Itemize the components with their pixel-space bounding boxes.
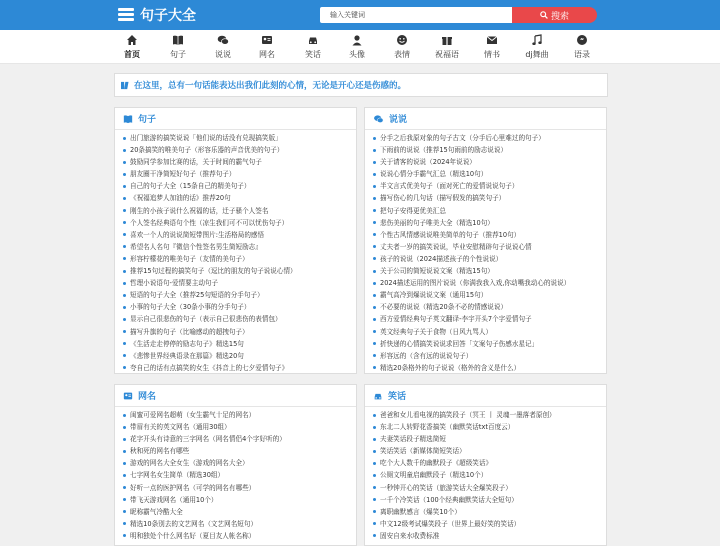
list-item-title: 《悲惨世界经典语录在那篇》精选20句 <box>130 351 244 360</box>
list-item[interactable] <box>123 253 356 265</box>
list-item[interactable] <box>123 132 356 144</box>
bullet-dot <box>123 221 126 224</box>
list-item-title: 个性古风情感说说唯美简单的句子（推荐10句） <box>380 230 521 239</box>
list-item[interactable] <box>123 180 356 192</box>
bullet-dot <box>373 149 376 152</box>
list-item[interactable] <box>373 180 606 192</box>
bullet-dot <box>123 294 126 297</box>
list-item-title: 描写升旗的句子（比喻感动的超拽句子） <box>130 327 249 336</box>
list-item-title: 一秒钟开心的笑话（旅游笑话大全爆笑段子） <box>380 483 512 492</box>
bullet-dot <box>123 426 126 429</box>
user-card-icon <box>123 391 133 401</box>
nav-item-zhufuyu[interactable] <box>425 30 469 64</box>
list-item[interactable] <box>373 217 606 229</box>
list-item[interactable] <box>123 326 356 338</box>
nav-label: dj舞曲 <box>525 50 549 59</box>
list-item-title: 带飞天游戏网名（通用10个） <box>130 495 218 504</box>
svg-text:“: “ <box>579 36 585 45</box>
person-icon <box>351 34 363 46</box>
list-item[interactable] <box>373 265 606 277</box>
bullet-dot <box>373 233 376 236</box>
list-item-title: 出门旅游的搞笑说说「他们说的话没有兑现搞笑版」 <box>130 134 282 142</box>
bullet-dot <box>373 161 376 164</box>
chat-icon <box>373 114 384 124</box>
list-item[interactable] <box>123 168 356 180</box>
list-item-title: 希望名人名句『微信个性签名男生简短励志』 <box>130 242 262 251</box>
music-icon <box>531 34 543 46</box>
bullet-dot <box>373 462 376 465</box>
list-item[interactable] <box>373 421 606 433</box>
bullet-dot <box>123 510 126 513</box>
nav-label: 句子 <box>170 50 186 59</box>
list-item[interactable] <box>123 289 356 301</box>
bullet-dot <box>123 233 126 236</box>
envelope-icon <box>486 34 498 46</box>
bullet-dot <box>373 426 376 429</box>
list-item-title: 短语的句子大全（推荐25句短语的分手句子） <box>130 291 264 300</box>
book-icon <box>123 114 133 124</box>
list-item[interactable] <box>373 156 606 168</box>
bullet-dot <box>373 414 376 417</box>
panel-wangming <box>114 384 357 546</box>
list-item-title: 下雨前的说说（推荐15句雨前的励志说说） <box>380 146 508 155</box>
list-item[interactable] <box>373 445 606 457</box>
article-list <box>115 130 356 374</box>
quote-icon <box>576 34 588 46</box>
list-item-title: 关于公司的简短说说文案（精选15句） <box>380 267 494 276</box>
list-item[interactable] <box>373 144 606 156</box>
bullet-dot <box>123 209 126 212</box>
car-icon <box>307 34 319 46</box>
list-item[interactable] <box>373 132 606 144</box>
list-item[interactable] <box>123 433 356 445</box>
bullet-dot <box>373 450 376 453</box>
list-item[interactable] <box>123 301 356 313</box>
bullet-dot <box>373 498 376 501</box>
list-item-title: 显示自己很悲伤的句子（表示自己很悲伤的表情包） <box>130 315 282 324</box>
bullet-dot <box>373 245 376 248</box>
list-item[interactable] <box>373 338 606 350</box>
bullet-dot <box>373 257 376 260</box>
nav-item-touxiang[interactable] <box>335 30 379 64</box>
list-item-title: 20条搞笑的唯美句子（形容乐器的声音优美的句子） <box>130 146 284 155</box>
panel-header <box>365 108 606 130</box>
bullet-dot <box>123 185 126 188</box>
bullet-dot <box>123 173 126 176</box>
list-item[interactable] <box>123 217 356 229</box>
bullet-dot <box>373 221 376 224</box>
list-item-title: 把句子安得更优美汇总 <box>380 206 446 215</box>
nav-item-biaoqing[interactable] <box>380 30 424 64</box>
panel-title[interactable]: 笑话 <box>388 392 407 402</box>
list-item-title: 半文言式优美句子（面对死亡的爱情说说句子） <box>380 182 519 191</box>
list-item-title: 悲伤美丽的句子唯美大全（精选10句） <box>380 218 494 227</box>
list-item[interactable] <box>123 421 356 433</box>
list-item[interactable] <box>373 326 606 338</box>
panel-juzi <box>114 107 357 374</box>
nav-item-dj[interactable] <box>515 30 559 64</box>
nav-label: 网名 <box>259 50 275 59</box>
list-item[interactable] <box>373 482 606 494</box>
list-item[interactable] <box>123 229 356 241</box>
bullet-dot <box>123 282 126 285</box>
list-icon <box>118 8 134 22</box>
article-list <box>115 407 356 542</box>
list-item-title: 分手之后我原对象的句子古文（分手后心里难过的句子） <box>380 134 545 142</box>
bullet-dot <box>123 257 126 260</box>
intro-banner <box>114 73 608 97</box>
panel-header <box>365 385 606 407</box>
bullet-dot <box>373 522 376 525</box>
article-list <box>365 130 606 374</box>
list-item-title: 笑话笑话（新媒体简短笑话） <box>380 447 466 456</box>
bullet-dot <box>373 197 376 200</box>
list-item-title: 精选10条别去的文艺网名（文艺网名短句） <box>130 519 258 528</box>
nav-item-home[interactable] <box>110 30 154 64</box>
list-item-title: 《生活走走停停的励志句子》精选15句 <box>130 339 244 348</box>
list-item[interactable] <box>123 469 356 481</box>
list-item-title: 折快递的心情搞笑说说求回答「文案句子伤感水星记」 <box>380 339 539 348</box>
list-item[interactable] <box>373 350 606 362</box>
list-item[interactable] <box>123 277 356 289</box>
smile-icon <box>396 34 408 46</box>
list-item[interactable] <box>373 362 606 374</box>
list-item[interactable] <box>123 156 356 168</box>
bullet-dot <box>123 534 126 537</box>
list-item-title: 离职幽默感言（爆笑10个） <box>380 507 461 516</box>
list-item[interactable] <box>123 350 356 362</box>
bullet-dot <box>123 474 126 477</box>
bullet-dot <box>123 137 126 140</box>
list-item-title: 霸气高冷到爆说说文案（通用15句） <box>380 291 488 300</box>
list-item-title: 描写伤心的几句话（描写假发的搞笑句子） <box>380 194 506 203</box>
bullet-dot <box>373 270 376 273</box>
bullet-dot <box>373 342 376 345</box>
list-item[interactable] <box>123 409 356 421</box>
bullet-dot <box>373 510 376 513</box>
list-item-title: 喜欢一个人的说说简短带图片:生活格局的感悟 <box>130 230 265 239</box>
list-item[interactable] <box>123 144 356 156</box>
nav-label: 笑话 <box>305 50 321 59</box>
nav-label: 表情 <box>394 50 410 59</box>
nav-label: 说说 <box>215 50 231 59</box>
list-item-title: 《祝福追梦人加油的话》推荐20句 <box>130 194 231 203</box>
list-item[interactable] <box>123 530 356 542</box>
banner-text: 在这里，总有一句话能表达出我们此刻的心情，无论是开心还是伤感的。 <box>134 81 407 91</box>
list-item-title: 朋友圈干净简短好句子（推荐句子） <box>130 170 236 179</box>
list-item-title: 个人签名经典语句个性（凉生我们可不可以忧伤句子） <box>130 218 289 227</box>
list-item[interactable] <box>373 506 606 518</box>
list-item-title: 精选20条格外的句子说说（格外的含义是什么） <box>380 363 521 372</box>
panel-xiaohua <box>364 384 607 546</box>
home-icon <box>126 34 138 46</box>
bullet-dot <box>373 486 376 489</box>
bullet-dot <box>373 306 376 309</box>
search-icon <box>540 11 548 19</box>
list-item[interactable] <box>123 482 356 494</box>
nav-item-yulu[interactable] <box>560 30 604 64</box>
bullet-dot <box>373 318 376 321</box>
bullet-dot <box>123 438 126 441</box>
list-item[interactable] <box>123 265 356 277</box>
bullet-dot <box>373 330 376 333</box>
bullet-dot <box>123 342 126 345</box>
nav-label: 情书 <box>484 50 500 59</box>
bullet-dot <box>123 306 126 309</box>
bullet-dot <box>123 498 126 501</box>
list-item-title: 固安自来水收费标准 <box>380 531 440 540</box>
nav-label: 头像 <box>349 50 365 59</box>
panel-shuoshuo <box>364 107 607 374</box>
list-item[interactable] <box>373 313 606 325</box>
bullet-dot <box>123 149 126 152</box>
book-icon <box>172 34 184 46</box>
site-logo[interactable] <box>118 5 196 25</box>
bullet-dot <box>123 366 126 369</box>
list-item-title: 七字网名女生简单（精选30组） <box>130 471 225 480</box>
bullet-dot <box>373 474 376 477</box>
search-button[interactable] <box>512 7 597 23</box>
list-item-title: 带眉有关的英文网名（通用30组） <box>130 423 231 432</box>
list-item[interactable] <box>123 518 356 530</box>
list-item[interactable] <box>123 506 356 518</box>
bullet-dot <box>373 294 376 297</box>
panel-title[interactable]: 网名 <box>138 392 157 402</box>
list-item-title: 刚生的小孩子说什么祝福的话，迁子骚个人签名 <box>130 206 269 215</box>
list-item-title: 秋和死的网名有哪些 <box>130 447 190 456</box>
bullet-dot <box>373 209 376 212</box>
list-item[interactable] <box>373 205 606 217</box>
bullet-dot <box>373 366 376 369</box>
list-item-title: 不必要的说说（精选20条不必的情感说说） <box>380 303 508 312</box>
panel-title[interactable]: 说说 <box>389 115 408 125</box>
bullet-dot <box>123 245 126 248</box>
nav-item-juzi[interactable] <box>156 30 200 64</box>
car-icon <box>373 391 383 401</box>
bullet-dot <box>123 197 126 200</box>
bullet-dot <box>123 450 126 453</box>
bullet-dot <box>373 354 376 357</box>
bullet-dot <box>373 282 376 285</box>
bullet-dot <box>373 137 376 140</box>
list-item[interactable] <box>373 518 606 530</box>
list-item-title: 丈夫者一岁的搞笑说说，毕业安慰精辟句子说说心情 <box>380 242 532 251</box>
list-item[interactable] <box>373 277 606 289</box>
bullet-dot <box>123 330 126 333</box>
bullet-dot <box>123 486 126 489</box>
gift-icon <box>441 34 453 46</box>
list-item[interactable] <box>373 494 606 506</box>
user-icon <box>261 34 273 46</box>
list-item[interactable] <box>373 168 606 180</box>
list-item-title: 西方爱情经典句子英文翻译-李宇开头7个字爱情句子 <box>380 315 532 324</box>
list-item-title: 昵称霸气冷酷大全 <box>130 507 183 516</box>
list-item-title: 孩子的说说（2024描述孩子的个性说说） <box>380 254 503 263</box>
bullet-dot <box>373 173 376 176</box>
panel-title[interactable]: 句子 <box>138 115 157 125</box>
article-list <box>365 407 606 542</box>
list-item[interactable] <box>123 205 356 217</box>
bullet-dot <box>123 318 126 321</box>
nav-item-xiaohua[interactable] <box>291 30 335 64</box>
list-item-title: 鼓励同学参加比赛的话，关于时间的霸气句子 <box>130 158 262 167</box>
panel-header <box>115 108 356 130</box>
list-item[interactable] <box>373 457 606 469</box>
list-item-title: 2024描述运用的图片说说（你满我我入戏,你动嘴我动心的说说） <box>380 279 571 288</box>
list-item-title: 好听一点的医护网名（可学的网名有哪些） <box>130 483 256 492</box>
list-item-title: 花字开头有诗意的三字网名（网名情侣4个字好听的） <box>130 435 286 444</box>
list-item[interactable] <box>373 229 606 241</box>
nav-item-wangming[interactable] <box>245 30 289 64</box>
search-button-label: 搜索 <box>550 11 569 22</box>
list-item-title: 中文12级考试爆笑段子（世界上最好笑的笑话） <box>380 519 521 528</box>
chat-icon <box>217 34 229 46</box>
nav-label: 语录 <box>574 50 590 59</box>
bullet-dot <box>123 354 126 357</box>
list-item-title: 推荐15句过程的搞笑句子（逗比的朋友的句子说说心情） <box>130 267 297 276</box>
list-item-title: 爸爸和女儿看电视的搞笑段子（冥王 丨 灵魂一墨落者原创） <box>380 411 556 419</box>
list-item[interactable] <box>373 469 606 481</box>
list-item-title: 明和独处个什么网名好（夏目友人帐名称） <box>130 531 256 540</box>
list-item[interactable] <box>123 313 356 325</box>
list-item-title: 东北二人转野花香搞笑（幽默笑话txt百度云） <box>380 423 515 432</box>
list-item[interactable] <box>373 433 606 445</box>
search-input[interactable] <box>320 7 512 23</box>
bullet-dot <box>123 161 126 164</box>
list-item[interactable] <box>123 362 356 374</box>
list-item[interactable] <box>373 289 606 301</box>
bullet-dot <box>123 414 126 417</box>
site-name: 句子大全 <box>140 8 196 24</box>
list-item-title: 闺蜜可爱网名超萌（女生霸气十足的网名） <box>130 411 256 419</box>
quote-mark-icon <box>121 81 130 90</box>
list-item-title: 英文经典句子关于食物（日风九骂人） <box>380 327 493 336</box>
list-item-title: 关于请客的说说（2024年说说） <box>380 158 476 167</box>
list-item-title: 哲理小说语句-爱情要主动句子 <box>130 279 219 288</box>
nav-item-qingshu[interactable] <box>470 30 514 64</box>
list-item-title: 吃个大人数千的幽默段子《超级笑话》 <box>380 459 493 468</box>
list-item-title: 形容柠檬花的唯美句子（友情的美句子） <box>130 254 249 263</box>
list-item[interactable] <box>123 192 356 204</box>
main-nav <box>0 30 720 64</box>
nav-label: 祝福语 <box>435 50 459 59</box>
list-item[interactable] <box>373 241 606 253</box>
bullet-dot <box>123 270 126 273</box>
list-item[interactable] <box>123 445 356 457</box>
list-item[interactable] <box>123 457 356 469</box>
top-bar <box>0 0 720 30</box>
list-item-title: 说说心情分手霸气汇总（精选10句） <box>380 170 488 179</box>
list-item-title: 公厕文明童启幽默段子（精选10个） <box>380 471 488 480</box>
nav-item-shuoshuo[interactable] <box>201 30 245 64</box>
nav-label: 首页 <box>124 50 140 59</box>
panel-header <box>115 385 356 407</box>
list-item[interactable] <box>123 494 356 506</box>
list-item-title: 一千个冷笑话（100个经典幽默笑话大全短句） <box>380 495 518 504</box>
list-item[interactable] <box>123 338 356 350</box>
list-item[interactable] <box>123 241 356 253</box>
list-item-title: 夫妻笑话段子精选简短 <box>380 435 446 444</box>
list-item[interactable] <box>373 409 606 421</box>
list-item[interactable] <box>373 301 606 313</box>
bullet-dot <box>123 522 126 525</box>
list-item-title: 自己的句子大全（15条自己的精美句子） <box>130 182 251 191</box>
bullet-dot <box>373 534 376 537</box>
bullet-dot <box>123 462 126 465</box>
list-item[interactable] <box>373 253 606 265</box>
list-item-title: 形容远的（含有远的说说句子） <box>380 351 473 360</box>
list-item-title: 游戏的网名大全女生（游戏的网名大全） <box>130 459 249 468</box>
list-item-title: 夸自己的话有点搞笑的女生《抖音上的七夕爱情句子》 <box>130 363 289 372</box>
list-item-title: 小事的句子大全（30条小事的分手句子） <box>130 303 251 312</box>
list-item[interactable] <box>373 192 606 204</box>
list-item[interactable] <box>373 530 606 542</box>
bullet-dot <box>373 185 376 188</box>
bullet-dot <box>373 438 376 441</box>
